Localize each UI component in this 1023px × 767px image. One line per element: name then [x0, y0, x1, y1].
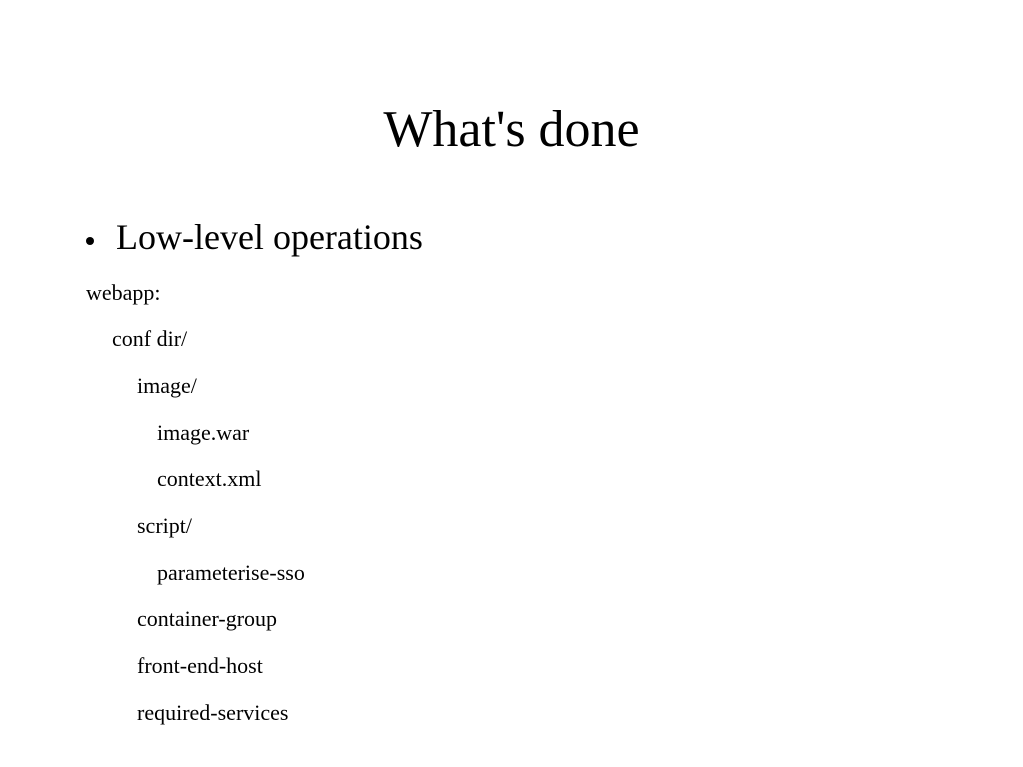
- bullet-text: Low-level operations: [116, 217, 423, 257]
- tree-item-conf-dir: conf dir/: [112, 326, 188, 351]
- tree-item-required-services: required-services: [137, 700, 289, 725]
- slide-title: What's done: [383, 101, 640, 158]
- tree-item-script-dir: script/: [137, 513, 192, 538]
- tree-item-container-group: container-group: [137, 606, 278, 631]
- tree-item-webapp: webapp:: [86, 280, 161, 305]
- tree-item-image-war: image.war: [157, 420, 250, 445]
- bullet-item: [86, 213, 423, 261]
- tree-item-front-end-host: front-end-host: [137, 653, 263, 678]
- tree-item-parameterise-sso: parameterise-sso: [157, 560, 305, 585]
- tree-item-image-dir: image/: [137, 373, 197, 398]
- bullet-dot-icon: [86, 237, 94, 245]
- tree-item-context-xml: context.xml: [157, 466, 262, 491]
